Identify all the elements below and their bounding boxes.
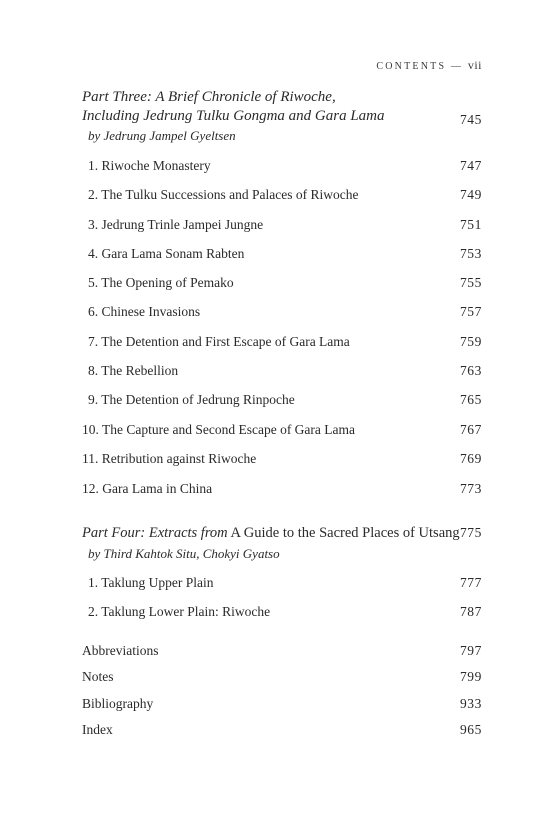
backmatter-title: Bibliography <box>82 696 154 711</box>
part-three-page: 745 <box>459 112 482 127</box>
toc-entry[interactable] <box>82 334 482 352</box>
part-three-heading[interactable] <box>82 88 482 128</box>
chapter-title: 4. Gara Lama Sonam Rabten <box>88 246 245 261</box>
toc-entry[interactable] <box>82 575 482 593</box>
part-four-page: 775 <box>459 525 482 540</box>
part-three-title-line2: Including Jedrung Tulku Gongma and Gara Lama <box>82 108 385 124</box>
part-four-byline: by Third Kahtok Situ, Chokyi Gyatso <box>88 546 280 561</box>
chapter-title: 2. Taklung Lower Plain: Riwoche <box>88 604 271 619</box>
backmatter-page: 933 <box>459 696 482 711</box>
chapter-title: 1. Riwoche Monastery <box>88 158 211 173</box>
chapter-page: 767 <box>459 422 482 437</box>
part-three-byline-row <box>82 128 482 146</box>
chapter-page: 787 <box>459 604 482 619</box>
part-four-byline-row <box>82 546 482 564</box>
chapter-page: 769 <box>459 451 482 466</box>
toc-entry[interactable] <box>82 217 482 235</box>
chapter-page: 755 <box>459 275 482 290</box>
toc-entry[interactable] <box>82 604 482 622</box>
backmatter-title: Index <box>82 722 113 737</box>
chapter-page: 753 <box>459 246 482 261</box>
chapter-page: 763 <box>459 363 482 378</box>
toc-entry[interactable] <box>82 187 482 205</box>
backmatter-title: Abbreviations <box>82 643 159 658</box>
toc-entry-abbreviations[interactable] <box>82 643 482 661</box>
part-four-title-italic: Part Four: Extracts from <box>82 525 228 541</box>
chapter-title: 5. The Opening of Pemako <box>88 275 234 290</box>
toc-entry-notes[interactable] <box>82 669 482 687</box>
chapter-page: 765 <box>459 392 482 407</box>
chapter-title: 2. The Tulku Successions and Palaces of Riwoche <box>88 187 359 202</box>
running-head <box>376 58 482 73</box>
chapter-page: 757 <box>459 304 482 319</box>
part-three-title-line1: Part Three: A Brief Chronicle of Riwoche, <box>82 89 336 105</box>
chapter-title: 6. Chinese Invasions <box>88 304 201 319</box>
part-four-title-upright: A Guide to the Sacred Places of Utsang <box>230 525 460 541</box>
chapter-title: 9. The Detention of Jedrung Rinpoche <box>88 392 295 407</box>
toc-entry[interactable] <box>82 158 482 176</box>
chapter-page: 777 <box>459 575 482 590</box>
toc-entry[interactable] <box>82 481 482 499</box>
toc-entry[interactable] <box>82 246 482 264</box>
toc-entry[interactable] <box>82 363 482 381</box>
chapter-page: 773 <box>459 481 482 496</box>
chapter-page: 747 <box>459 158 482 173</box>
toc-entry[interactable] <box>82 392 482 410</box>
chapter-title: 11. Retribution against Riwoche <box>82 451 257 466</box>
chapter-title: 3. Jedrung Trinle Jampei Jungne <box>88 217 264 232</box>
running-head-page: vii <box>467 58 482 72</box>
toc-entry-bibliography[interactable] <box>82 696 482 714</box>
toc-entry[interactable] <box>82 422 482 440</box>
backmatter-page: 799 <box>459 669 482 684</box>
toc-entry[interactable] <box>82 451 482 469</box>
part-three-byline: by Jedrung Jampel Gyeltsen <box>88 128 236 143</box>
backmatter-page: 965 <box>459 722 482 737</box>
toc-entry[interactable] <box>82 275 482 293</box>
part-four-heading[interactable] <box>82 525 482 545</box>
backmatter-page: 797 <box>459 643 482 658</box>
chapter-title: 7. The Detention and First Escape of Gara Lama <box>88 334 350 349</box>
chapter-page: 749 <box>459 187 482 202</box>
chapter-page: 751 <box>459 217 482 232</box>
chapter-title: 10. The Capture and Second Escape of Gara Lama <box>82 422 356 437</box>
part-four-title <box>82 525 460 542</box>
toc-entry[interactable] <box>82 304 482 322</box>
toc-entry-index[interactable] <box>82 722 482 740</box>
running-head-separator: — <box>450 61 464 72</box>
running-head-label: CONTENTS <box>376 61 447 72</box>
chapter-page: 759 <box>459 334 482 349</box>
chapter-title: 8. The Rebellion <box>88 363 179 378</box>
chapter-title: 12. Gara Lama in China <box>82 481 213 496</box>
backmatter-title: Notes <box>82 669 114 684</box>
chapter-title: 1. Taklung Upper Plain <box>88 575 214 590</box>
